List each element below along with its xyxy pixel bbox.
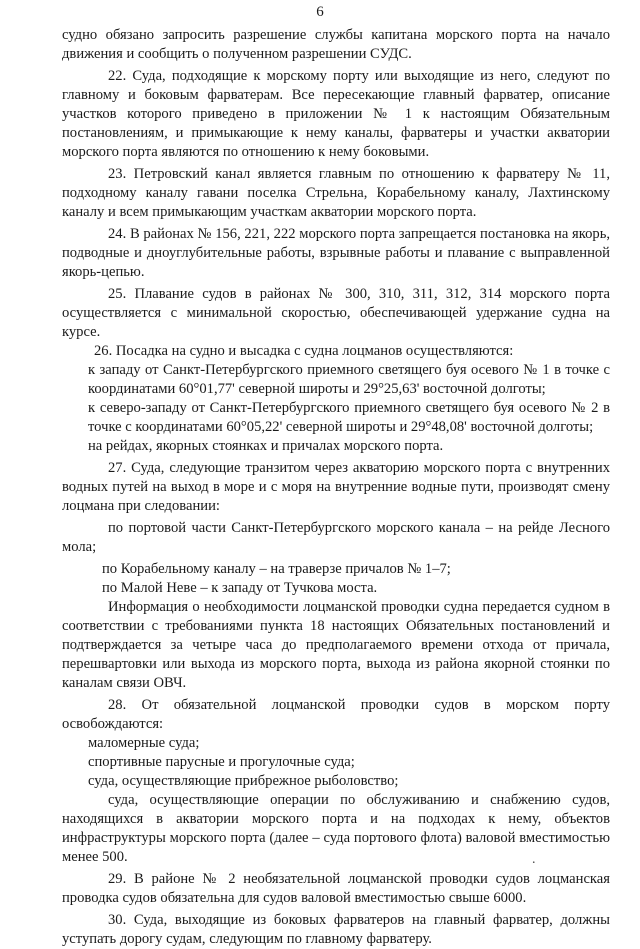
document-body bbox=[62, 26, 610, 949]
list-item: к северо-западу от Санкт-Петербургского приемного светящего буя осевого № 2 в точке с координатами 60°05,22' северной широты и 29°48,08' восточной долготы; bbox=[88, 400, 610, 435]
stray-mark: . bbox=[532, 852, 536, 867]
paragraph-27: 27. Суда, следующие транзитом через акваторию морского порта с внутренних водных путей на выход в море и с моря на внутренние водные пути, производят смену лоцмана при следовании: bbox=[62, 460, 610, 514]
paragraph-25: 25. Плавание судов в районах № 300, 310, 311, 312, 314 морского порта осуществляется с минимальной скоростью, обеспечивающей удержание судна на курсе. bbox=[62, 286, 610, 340]
page-number: 6 bbox=[316, 4, 324, 20]
paragraph-24: 24. В районах № 156, 221, 222 морского порта запрещается постановка на якорь, подводные и дноуглубительные работы, взрывные работы и плавание с выправленной якорь-цепью. bbox=[62, 226, 610, 280]
list-item: по портовой части Санкт-Петербургского морского канала – на рейде Лесного мола; bbox=[62, 520, 610, 555]
paragraph-29: 29. В районе № 2 необязательной лоцманской проводки судов лоцманская проводка судов обязательна для судов валовой вместимостью свыше 6000. bbox=[62, 871, 610, 906]
list-item: суда, осуществляющие операции по обслуживанию и снабжению судов, находящихся в акватории морского порта и на подходах к нему, объектов инфраструктуры морского порта (далее – суда портового флота) валовой вместимостью менее 500. bbox=[62, 792, 610, 865]
paragraph-26: 26. Посадка на судно и высадка с судна лоцманов осуществляются: bbox=[94, 343, 514, 359]
list-item: спортивные парусные и прогулочные суда; bbox=[88, 754, 355, 770]
paragraph-30: 30. Суда, выходящие из боковых фарватеров на главный фарватер, должны уступать дорогу судам, следующим по главному фарватеру. bbox=[62, 912, 610, 947]
list-item: на рейдах, якорных стоянках и причалах морского порта. bbox=[88, 438, 444, 454]
list-item: по Корабельному каналу – на траверзе причалов № 1–7; bbox=[102, 561, 451, 577]
paragraph-28: 28. От обязательной лоцманской проводки судов в морском порту освобождаются: bbox=[62, 697, 610, 732]
paragraph-continuation: судно обязано запросить разрешение службы капитана морского порта на начало движения и сообщить о полученном разрешении СУДС. bbox=[62, 27, 610, 62]
list-item: по Малой Неве – к западу от Тучкова моста. bbox=[102, 580, 378, 596]
paragraph-23: 23. Петровский канал является главным по отношению к фарватеру № 11, подходному каналу гавани поселка Стрельна, Корабельному каналу, Лахтинскому каналу и всем примыкающим участкам акватории морского порта. bbox=[62, 166, 610, 220]
list-item: маломерные суда; bbox=[88, 735, 200, 751]
list-item: к западу от Санкт-Петербургского приемного светящего буя осевого № 1 в точке с координатами 60°01,77' северной широты и 29°25,63' восточной долготы; bbox=[88, 362, 610, 397]
paragraph-22: 22. Суда, подходящие к морскому порту или выходящие из него, следуют по главному и боковым фарватерам. Все пересекающие главный фарватер, описание участков которого приведено в приложении № 1 к настоящим Обязательным постановлениям, и примыкающие к нему каналы, фарватеры и участки акватории морского порта являются по отношению к нему боковыми. bbox=[62, 68, 610, 160]
list-item: суда, осуществляющие прибрежное рыболовство; bbox=[88, 773, 399, 789]
paragraph-info: Информация о необходимости лоцманской проводки судна передается судном в соответствии с требованиями пункта 18 настоящих Обязательных постановлений и подтверждается за четыре часа до предполагаемого времени отхода от причала, перешвартовки или выхода из морского порта, выхода из района якорной стоянки по каналам связи ОВЧ. bbox=[62, 599, 610, 691]
